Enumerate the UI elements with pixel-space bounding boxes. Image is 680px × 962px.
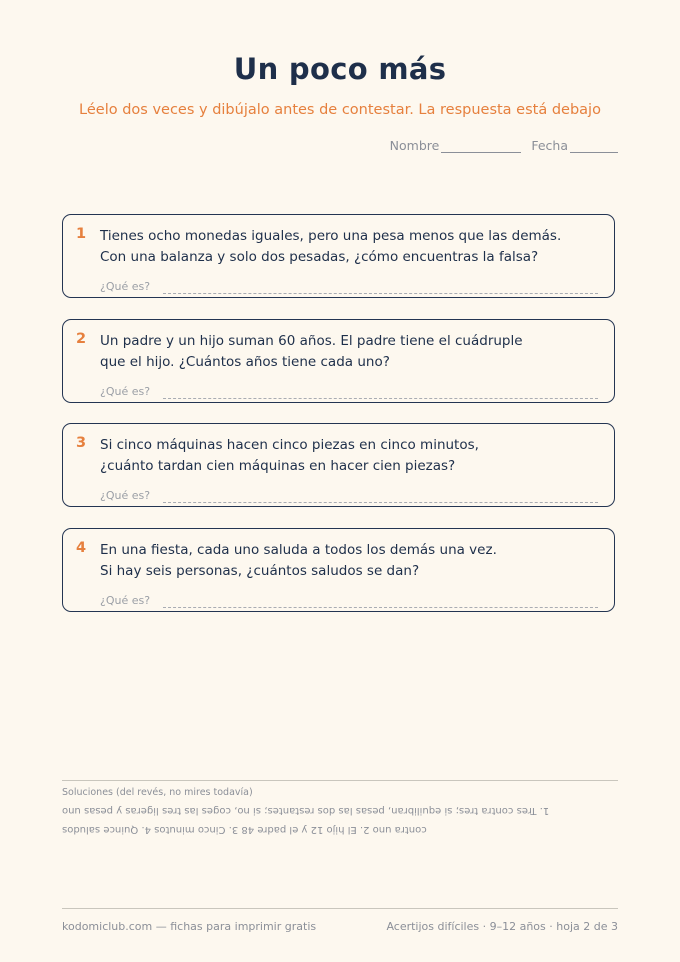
- question-number: 1: [76, 226, 87, 242]
- name-date-fields: [390, 138, 618, 153]
- solutions-divider: [62, 780, 618, 781]
- date-field[interactable]: [531, 138, 618, 153]
- solution-line: 1. Tres contra tres; si equilibran, pesas las dos restantes; si no, coges las tres ligeras y pesas uno: [62, 805, 550, 816]
- question-card-4: [62, 528, 615, 612]
- question-text: [100, 226, 561, 268]
- question-line: ¿cuánto tardan cien máquinas en hacer cien piezas?: [100, 458, 456, 474]
- name-blank-line: [441, 139, 521, 153]
- date-label: Fecha: [531, 138, 568, 153]
- question-number: 3: [76, 435, 87, 451]
- answer-label: ¿Qué es?: [100, 489, 151, 502]
- footer-site-credit: kodomiclub.com — fichas para imprimir gratis: [62, 920, 317, 933]
- solutions-upside-down-text: [62, 801, 618, 839]
- footer-sheet-info: Acertijos difíciles · 9–12 años · hoja 2 de 3: [386, 920, 618, 933]
- answer-label: ¿Qué es?: [100, 594, 151, 607]
- name-label: Nombre: [389, 138, 440, 153]
- question-line: Si cinco máquinas hacen cinco piezas en cinco minutos,: [100, 437, 479, 453]
- question-line: Un padre y un hijo suman 60 años. El padre tiene el cuádruple: [100, 333, 523, 349]
- answer-line[interactable]: [163, 607, 598, 608]
- question-number: 2: [76, 331, 87, 347]
- question-text: [100, 435, 479, 477]
- solution-line: contra uno 2. El hijo 12 y el padre 48 3. Cinco minutos 4. Quince saludos: [62, 824, 427, 835]
- question-card-3: [62, 423, 615, 507]
- question-line: Con una balanza y solo dos pesadas, ¿cómo encuentras la falsa?: [100, 249, 539, 265]
- question-card-1: [62, 214, 615, 298]
- answer-line[interactable]: [163, 502, 598, 503]
- answer-label: ¿Qué es?: [100, 280, 151, 293]
- answer-label: ¿Qué es?: [100, 385, 151, 398]
- date-blank-line: [570, 139, 618, 153]
- answer-line[interactable]: [163, 398, 598, 399]
- question-line: Si hay seis personas, ¿cuántos saludos se dan?: [100, 563, 420, 579]
- solutions-label: Soluciones (del revés, no mires todavía): [62, 787, 253, 798]
- question-text: [100, 540, 497, 582]
- question-line: Tienes ocho monedas iguales, pero una pesa menos que las demás.: [100, 228, 562, 244]
- page-subtitle: Léelo dos veces y dibújalo antes de contestar. La respuesta está debajo: [79, 102, 601, 118]
- question-line: que el hijo. ¿Cuántos años tiene cada uno?: [100, 354, 390, 370]
- question-number: 4: [76, 540, 87, 556]
- question-line: En una fiesta, cada uno saluda a todos los demás una vez.: [100, 542, 497, 558]
- answer-line[interactable]: [163, 293, 598, 294]
- question-text: [100, 331, 523, 373]
- footer-divider: [62, 908, 618, 909]
- name-field[interactable]: [390, 138, 522, 153]
- page-title: Un poco más: [233, 52, 447, 86]
- question-card-2: [62, 319, 615, 403]
